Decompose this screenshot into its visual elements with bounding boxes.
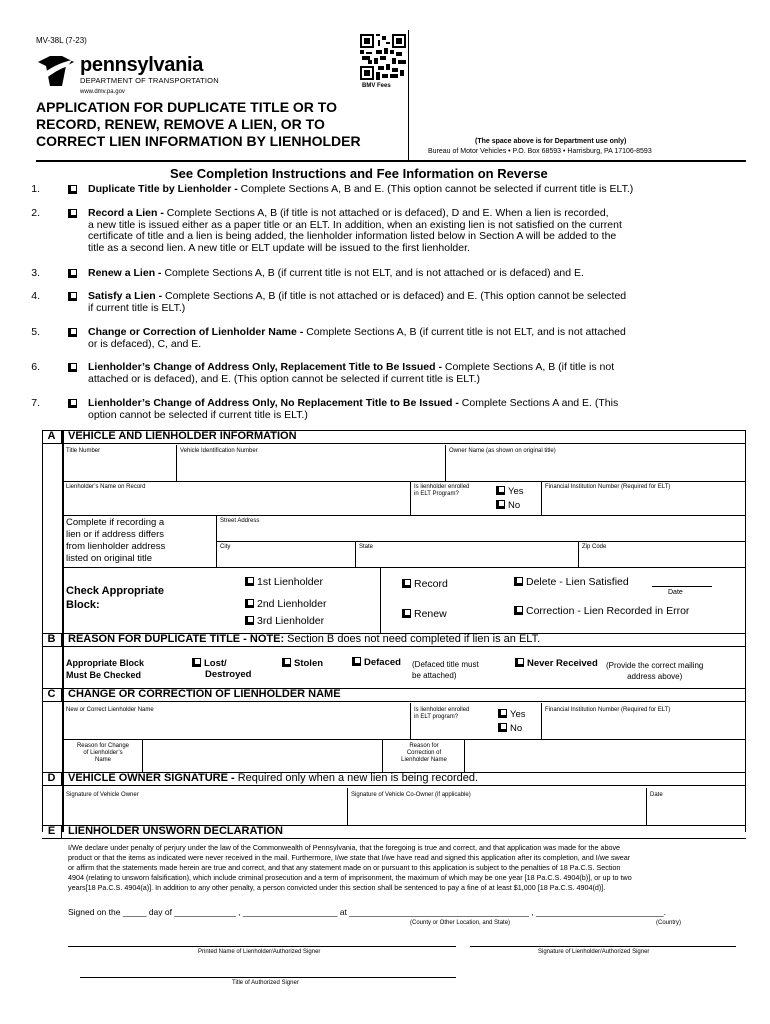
lienholder-name-label: Lienholder’s Name on Record xyxy=(66,484,146,490)
option-line-1: Complete Sections A, B (if title is not xyxy=(444,361,615,373)
defaced-note xyxy=(412,659,479,681)
option-label: Renew a Lien - xyxy=(88,267,165,279)
title-line-2: RECORD, RENEW, REMOVE A LIEN, OR TO xyxy=(36,116,325,132)
option-label: Lienholder’s Change of Address Only, Replacement Title to Be Issued - xyxy=(88,361,445,373)
city-input[interactable] xyxy=(220,552,352,565)
address-note-3: from lienholder address xyxy=(66,541,166,552)
option-line xyxy=(88,362,756,374)
d-div1 xyxy=(347,788,348,825)
option-7-checkbox[interactable] xyxy=(68,399,77,408)
section-c-title: CHANGE OR CORRECTION OF LIENHOLDER NAME xyxy=(68,688,341,700)
a-r3-div2 xyxy=(355,541,356,567)
option-number: 3. xyxy=(31,267,40,279)
option-text xyxy=(88,268,756,280)
signer-title-input[interactable] xyxy=(80,963,456,977)
correction-checkbox[interactable] xyxy=(514,606,523,615)
c-r2-div3 xyxy=(464,739,465,772)
section-a-letter: A xyxy=(42,430,62,444)
section-b-title-bold: REASON FOR DUPLICATE TITLE - NOTE: xyxy=(68,633,285,645)
printed-name-input[interactable] xyxy=(68,932,456,946)
option-1-checkbox[interactable] xyxy=(68,185,77,194)
option-4-checkbox[interactable] xyxy=(68,292,77,301)
c-elt-question-line2: in ELT program? xyxy=(414,714,459,720)
second-lien-checkbox[interactable] xyxy=(245,599,254,608)
section-d-title xyxy=(68,772,478,785)
header-bottom-rule xyxy=(36,160,746,162)
c-r2-div1 xyxy=(142,739,143,772)
option-number: 2. xyxy=(31,207,40,219)
option-line xyxy=(88,268,756,280)
option-text xyxy=(88,291,756,314)
c-r1-div1 xyxy=(410,703,411,739)
never-received-note-1: (Provide the correct mailing xyxy=(606,661,704,670)
section-c-letter: C xyxy=(42,688,62,702)
option-line xyxy=(88,327,756,339)
third-lien-option[interactable] xyxy=(245,615,324,627)
option-label: Change or Correction of Lienholder Name - xyxy=(88,326,307,338)
reason-change-label xyxy=(66,743,140,764)
header-divider xyxy=(408,30,409,160)
street-input[interactable] xyxy=(220,526,742,540)
delete-date-line xyxy=(652,586,712,587)
second-lien-label: 2nd Lienholder xyxy=(257,598,327,610)
check-block-label-1: Check Appropriate xyxy=(66,585,165,597)
reason-correction-input[interactable] xyxy=(467,742,743,770)
owner-signature-input[interactable] xyxy=(66,800,344,822)
a-r1-div1 xyxy=(176,445,177,481)
signed-on-line[interactable]: Signed on the _____ day of _____________ , ____________________ at ______________________________________ , ___________________________. xyxy=(68,907,666,917)
reason-corr-1: Reason for xyxy=(409,743,439,749)
section-e-letter: E xyxy=(42,825,62,839)
defaced-option[interactable] xyxy=(352,657,401,668)
first-lien-option[interactable] xyxy=(245,576,323,588)
signer-signature-input[interactable] xyxy=(470,932,736,946)
delete-checkbox[interactable] xyxy=(514,577,523,586)
c-fin-inst-input[interactable] xyxy=(545,716,743,736)
option-line xyxy=(88,398,756,410)
c-elt-yes-label: Yes xyxy=(510,709,526,720)
option-line xyxy=(88,208,756,220)
title-number-input[interactable] xyxy=(66,458,174,478)
lienholder-name-input[interactable] xyxy=(66,494,406,512)
reason-change-3: Name xyxy=(94,757,111,763)
keystone-logo-icon xyxy=(36,54,76,88)
check-block-label xyxy=(66,584,164,612)
new-name-label: New or Correct Lienholder Name xyxy=(66,707,154,713)
address-note-1: Complete if recording a xyxy=(66,517,165,528)
reason-corr-3: Lienholder Name xyxy=(401,757,447,763)
state-label: State xyxy=(359,544,374,550)
delete-date-label: Date xyxy=(668,589,683,596)
option-label: Lienholder’s Change of Address Only, No Replacement Title to Be Issued - xyxy=(88,397,462,409)
bureau-address: Bureau of Motor Vehicles • P.O. Box 68593 • Harrisburg, PA 17106-8593 xyxy=(428,148,652,155)
option-line-1: Complete Sections A, B (if current title is not ELT, and is not attached or is defaced) and E. xyxy=(164,267,584,279)
section-b-letter: B xyxy=(42,633,62,647)
option-line-2: option cannot be selected if current title is ELT.) xyxy=(88,408,308,421)
bmv-fees: BMV Fees xyxy=(362,83,391,89)
lost-checkbox[interactable] xyxy=(192,658,201,667)
option-number: 5. xyxy=(31,326,40,338)
c-elt-question-line1: Is lienholder enrolled xyxy=(414,707,470,713)
qr-code-icon xyxy=(360,34,406,80)
a-r3-div3 xyxy=(578,541,579,567)
address-note xyxy=(66,517,165,565)
defaced-label: Defaced xyxy=(364,657,401,668)
c-r2-div2 xyxy=(382,739,383,772)
option-label: Satisfy a Lien - xyxy=(88,290,166,302)
title-number-label: Title Number xyxy=(66,448,101,454)
lost-option[interactable] xyxy=(192,658,251,680)
coowner-signature-label: Signature of Vehicle Co-Owner (if applicable) xyxy=(351,792,471,798)
delete-option[interactable] xyxy=(514,576,629,588)
declaration-line-2: product or that the items as indicated were never received in the mail. Furthermore, I/we state that I/we have read and signed this application after its completion, and I/we swear xyxy=(68,853,631,862)
option-line-2: attached or is defaced), and E. (This option cannot be selected if current title is ELT.) xyxy=(88,372,481,385)
fin-inst-label: Financial Institution Number (Required for ELT) xyxy=(545,484,671,490)
option-text xyxy=(88,398,756,421)
stolen-checkbox[interactable] xyxy=(282,658,291,667)
c-r1-div2 xyxy=(541,703,542,739)
option-line xyxy=(88,184,756,196)
c-elt-no-label: No xyxy=(510,723,523,734)
zip-label: Zip Code xyxy=(582,544,607,550)
page-title xyxy=(36,99,361,150)
c-elt-yes-checkbox[interactable] xyxy=(498,709,507,718)
owner-name-input[interactable] xyxy=(449,458,743,478)
defaced-checkbox[interactable] xyxy=(352,657,361,666)
new-name-input[interactable] xyxy=(66,716,406,736)
elt-yes-label: Yes xyxy=(508,486,524,497)
title-line-3: CORRECT LIEN INFORMATION BY LIENHOLDER xyxy=(36,133,361,149)
check-block-label-2: Block: xyxy=(66,599,100,611)
section-d-title-rest: Required only when a new lien is being recorded. xyxy=(237,772,479,784)
defaced-note-2: be attached) xyxy=(412,671,457,680)
option-5-checkbox[interactable] xyxy=(68,328,77,337)
a-r4-div xyxy=(380,567,381,633)
reason-change-input[interactable] xyxy=(145,742,379,770)
signer-title-label: Title of Authorized Signer xyxy=(232,980,299,986)
department-name: DEPARTMENT OF TRANSPORTATION xyxy=(80,76,219,85)
brand-name: pennsylvania xyxy=(80,54,204,76)
elt-question-line1: Is lienholder enrolled xyxy=(414,484,470,490)
delete-label: Delete - Lien Satisfied xyxy=(526,576,629,588)
dept-use-note: (The space above is for Department use only) xyxy=(475,138,627,145)
correction-option[interactable] xyxy=(514,605,689,617)
section-b-instruction-1: Appropriate Block xyxy=(66,658,145,668)
c-elt-no-option[interactable] xyxy=(498,723,522,734)
section-b-instruction-2: Must Be Checked xyxy=(66,670,142,680)
option-line-1: Complete Sections A, B and E. (This option cannot be selected if current title is ELT.) xyxy=(240,183,634,195)
printed-name-label: Printed Name of Lienholder/Authorized Signer xyxy=(198,949,321,955)
c-elt-no-checkbox[interactable] xyxy=(498,723,507,732)
vin-input[interactable] xyxy=(180,458,442,478)
title-line-1: APPLICATION FOR DUPLICATE TITLE OR TO xyxy=(36,99,337,115)
elt-no-label: No xyxy=(508,500,521,511)
option-line-1: Complete Sections A, B (if current title is not ELT, and is not attached xyxy=(306,326,626,338)
section-b-title-rest: Section B does not need completed if lien is an ELT. xyxy=(284,633,541,645)
a-r3-mid xyxy=(216,541,746,542)
option-number: 6. xyxy=(31,361,40,373)
country-label: (Country) xyxy=(656,920,682,926)
option-number: 4. xyxy=(31,290,40,302)
option-text xyxy=(88,184,756,196)
first-lien-label: 1st Lienholder xyxy=(257,576,323,588)
street-label: Street Address xyxy=(220,518,260,524)
correction-label: Correction - Lien Recorded in Error xyxy=(526,605,690,617)
instructions-heading: See Completion Instructions and Fee Information on Reverse xyxy=(170,166,548,181)
option-line-2: if current title is ELT.) xyxy=(88,301,186,314)
section-b-instruction xyxy=(66,657,144,681)
record-checkbox[interactable] xyxy=(402,579,411,588)
first-lien-checkbox[interactable] xyxy=(245,577,254,586)
declaration-line-3: or affirm that the statements made herein are true and correct, and that any statement made on or pursuant to this application is subject to the penalties of 18 Pa.C.S. Section xyxy=(68,863,621,872)
city-label: City xyxy=(220,544,231,550)
elt-question-line2: in ELT Program? xyxy=(414,491,459,497)
signer-title-line xyxy=(80,977,456,978)
declaration-line-1: I/We declare under penalty of perjury under the law of the Commonwealth of Pennsylvania, that the foregoing is true and correct, and that application was made for the above xyxy=(68,843,621,852)
section-d-letter: D xyxy=(42,772,62,786)
option-line xyxy=(88,291,756,303)
option-line-2: or is defaced), C, and E. xyxy=(88,337,202,350)
d-date-input[interactable] xyxy=(650,800,743,822)
never-received-note-2: address above) xyxy=(627,672,683,681)
vin-label: Vehicle Identification Number xyxy=(180,448,258,454)
lost-label-2: Destroyed xyxy=(205,669,252,680)
c-elt-yes-option[interactable] xyxy=(498,709,526,720)
never-received-checkbox[interactable] xyxy=(515,658,524,667)
fin-inst-input[interactable] xyxy=(545,494,743,512)
option-text xyxy=(88,208,756,254)
elt-yes-option[interactable] xyxy=(496,486,524,497)
section-e-title: LIENHOLDER UNSWORN DECLARATION xyxy=(68,825,283,837)
zip-input[interactable] xyxy=(582,552,742,565)
option-line-1: Complete Sections A, B (if title is not attached or is defaced) and E. (This option cannot be selected xyxy=(165,290,627,302)
never-received-option[interactable] xyxy=(515,658,598,669)
never-received-label: Never Received xyxy=(527,658,598,669)
a-r1-bottom xyxy=(62,481,746,482)
lost-label-1: Lost/ xyxy=(204,658,227,669)
third-lien-label: 3rd Lienholder xyxy=(257,615,325,627)
option-line-1: Complete Sections A and E. (This xyxy=(461,397,619,409)
option-number: 1. xyxy=(31,183,40,195)
option-line-1: Complete Sections A, B (if title is not attached or is defaced), D and E. When a lien is recorded, xyxy=(166,207,609,219)
coowner-signature-input[interactable] xyxy=(351,800,643,822)
address-note-4: listed on original title xyxy=(66,553,153,564)
a-r1-div2 xyxy=(445,445,446,481)
declaration-text xyxy=(68,843,744,893)
elt-no-checkbox[interactable] xyxy=(496,500,505,509)
option-3-checkbox[interactable] xyxy=(68,269,77,278)
signer-signature-label: Signature of Lienholder/Authorized Signer xyxy=(538,949,650,955)
option-line-2: a new title is issued either as a paper title or an ELT. In addition, when an existing lien is not satisfied on the current xyxy=(88,218,622,231)
c-r1-bottom xyxy=(62,739,746,740)
third-lien-checkbox[interactable] xyxy=(245,616,254,625)
printed-name-line xyxy=(68,946,456,947)
option-line-3: certificate of title and a lien is being added, the lienholder information listed below in Section A will be added to the xyxy=(88,230,617,242)
address-note-2: lien or if address differs xyxy=(66,529,165,540)
county-label: (County or Other Location, and State) xyxy=(410,920,511,926)
declaration-line-4: 4904 (relating to unsworn falsification), which include criminal prosecution and a term of imprisonment, the maximum of which may be one year [18 Pa.C.S. 4904(b)], or up to two xyxy=(68,873,632,882)
a-r2-div2 xyxy=(541,481,542,515)
option-6-checkbox[interactable] xyxy=(68,363,77,372)
keystone-logo xyxy=(36,54,76,88)
record-label: Record xyxy=(414,578,448,590)
signer-signature-line xyxy=(470,946,736,947)
option-label: Duplicate Title by Lienholder - xyxy=(88,183,241,195)
reason-change-2: of Lienholder’s xyxy=(83,750,123,756)
website: www.dmv.pa.gov xyxy=(80,89,125,95)
state-input[interactable] xyxy=(359,552,575,565)
reason-change-1: Reason for Change xyxy=(76,743,130,749)
option-text xyxy=(88,362,756,385)
option-number: 7. xyxy=(31,397,40,409)
stolen-label: Stolen xyxy=(294,658,324,669)
reason-correction-label xyxy=(386,743,462,764)
a-r3-bottom xyxy=(62,567,746,568)
owner-signature-label: Signature of Vehicle Owner xyxy=(66,792,139,798)
never-received-note xyxy=(606,660,703,682)
d-date-label: Date xyxy=(650,792,663,798)
owner-name-label: Owner Name (as shown on original title) xyxy=(449,448,556,454)
stolen-option[interactable] xyxy=(282,658,323,669)
option-2-checkbox[interactable] xyxy=(68,209,77,218)
a-r2-div1 xyxy=(410,481,411,515)
second-lien-option[interactable] xyxy=(245,598,326,610)
reason-corr-2: Correction of xyxy=(406,750,442,756)
renew-checkbox[interactable] xyxy=(402,609,411,618)
option-text xyxy=(88,327,756,350)
defaced-note-1: (Defaced title must xyxy=(412,660,479,669)
section-b-title xyxy=(68,633,540,646)
a-r2-bottom xyxy=(62,515,746,516)
d-div2 xyxy=(646,788,647,825)
option-label: Record a Lien - xyxy=(88,207,167,219)
section-d-title-bold: VEHICLE OWNER SIGNATURE - xyxy=(68,772,238,784)
elt-no-option[interactable] xyxy=(496,500,520,511)
declaration-line-5: years[18 Pa.C.S. 4904(a)]. In addition to any other penalty, a person convicted under this section shall be sentenced to pay a fine of at least $1,000 [18 Pa.C.S. 4904(d)]. xyxy=(68,883,606,892)
option-line-4: title as a second lien. A new title or ELT update will be issued to the first lienholder. xyxy=(88,241,470,254)
qr-code xyxy=(360,34,406,80)
record-option[interactable] xyxy=(402,578,448,590)
renew-label: Renew xyxy=(414,608,447,620)
section-a-title: VEHICLE AND LIENHOLDER INFORMATION xyxy=(68,430,297,442)
form-id: MV-38L (7-23) xyxy=(36,36,87,45)
renew-option[interactable] xyxy=(402,608,447,620)
elt-yes-checkbox[interactable] xyxy=(496,486,505,495)
c-fin-inst-label: Financial Institution Number (Required for ELT) xyxy=(545,707,671,713)
